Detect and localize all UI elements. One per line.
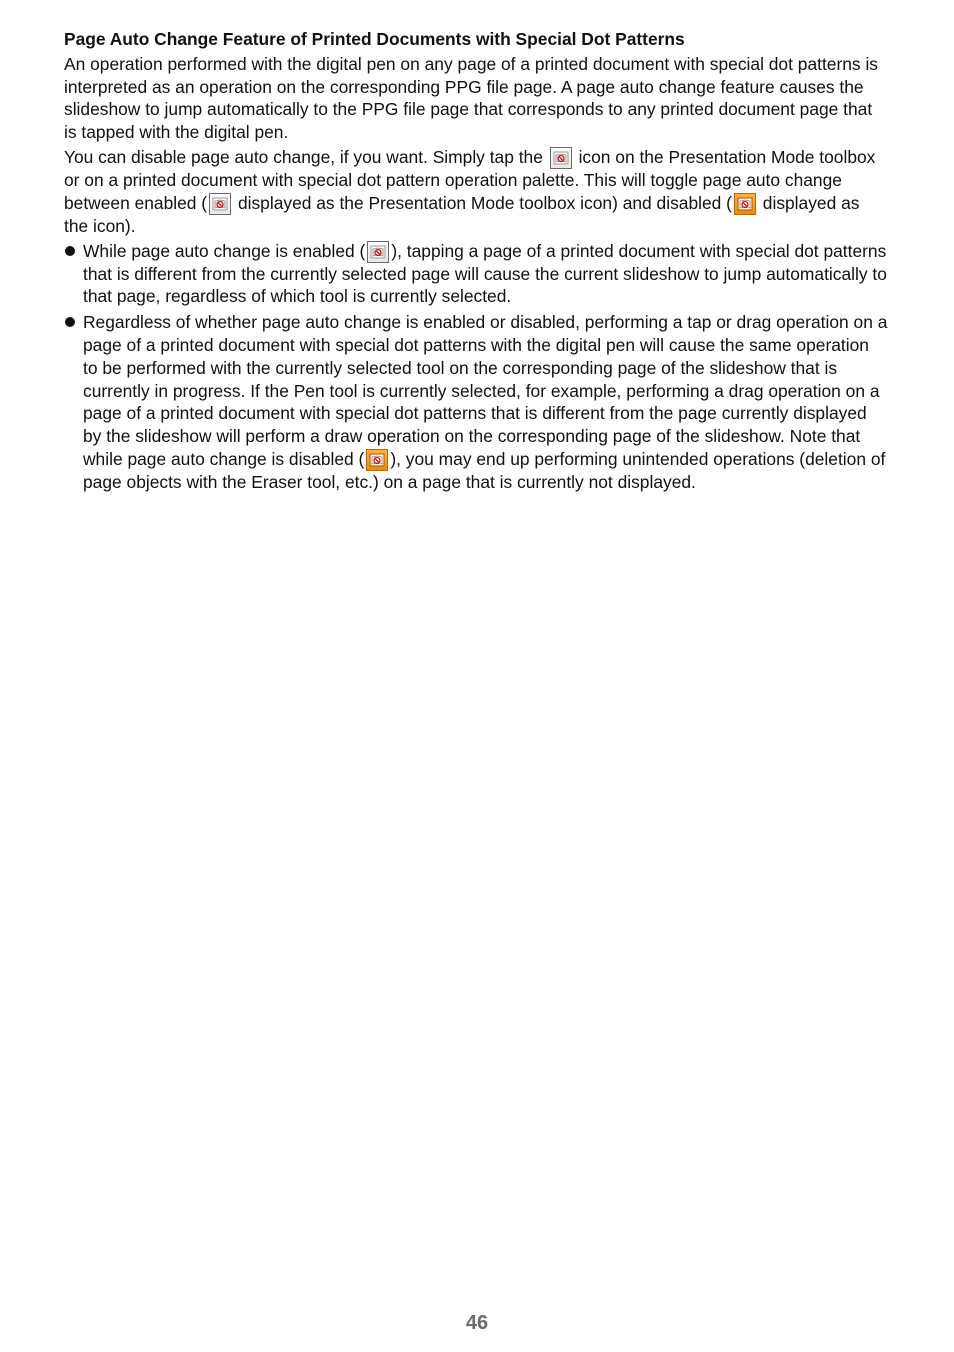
section-heading: Page Auto Change Feature of Printed Documents with Special Dot Patterns: [64, 29, 685, 49]
disable-paragraph: [64, 146, 888, 238]
intro-paragraph: An operation performed with the digital pen on any page of a printed document with special dot patterns is interpreted as an operation on the corresponding PPG file page. A page auto change feature causes the slideshow to jump automatically to the PPG file page that corresponds to any printed document page that is tapped with the digital pen.: [64, 53, 878, 143]
list-item: [64, 311, 888, 494]
page-auto-change-disabled-icon: [734, 193, 756, 215]
page-auto-change-icon: [550, 147, 572, 169]
bullet2-text-b: ), you may end up performing unintended operations (deletion of page objects with the Eraser tool, etc.) on a page that is currently not displayed.: [83, 448, 886, 492]
bullet2-text-a: Regardless of whether page auto change is enabled or disabled, performing a tap or drag operation on a page of a printed document with special dot patterns with the digital pen will cause the same operation to be performed with the currently selected tool on the corresponding page of the slideshow that is currently in progress. If the Pen tool is currently selected, for example, performing a drag operation on a page of a printed document with special dot patterns that is different from the page currently displayed by the slideshow will perform a draw operation on the corresponding page of the slideshow. Note that while page auto change is disabled (: [83, 312, 888, 469]
bullet1-text-a: While page auto change is enabled (: [83, 240, 366, 261]
document-body: [64, 28, 888, 497]
disable-paragraph-text-a: You can disable page auto change, if you want. Simply tap the: [64, 146, 548, 167]
page-auto-change-enabled-icon: [367, 241, 389, 263]
page-number: 46: [465, 1312, 489, 1334]
disable-paragraph-text-c: displayed as the Presentation Mode toolbox icon) and disabled (: [233, 192, 732, 213]
page-auto-change-disabled-icon: [366, 449, 388, 471]
bullet-dot-icon: [65, 246, 75, 256]
bullet-list: [64, 240, 888, 494]
disable-paragraph-text-d: displayed as the icon).: [64, 192, 860, 236]
bullet-dot-icon: [65, 317, 75, 327]
page-auto-change-enabled-icon: [209, 193, 231, 215]
list-item: [64, 240, 888, 309]
bullet1-text-b: ), tapping a page of a printed document with special dot patterns that is different from the currently selected page will cause the current slideshow to jump automatically to that page, regardless of which tool is currently selected.: [83, 240, 887, 307]
disable-paragraph-text-b: icon on the Presentation Mode toolbox or on a printed document with special dot pattern operation palette. This will toggle page auto change between enabled (: [64, 146, 876, 213]
